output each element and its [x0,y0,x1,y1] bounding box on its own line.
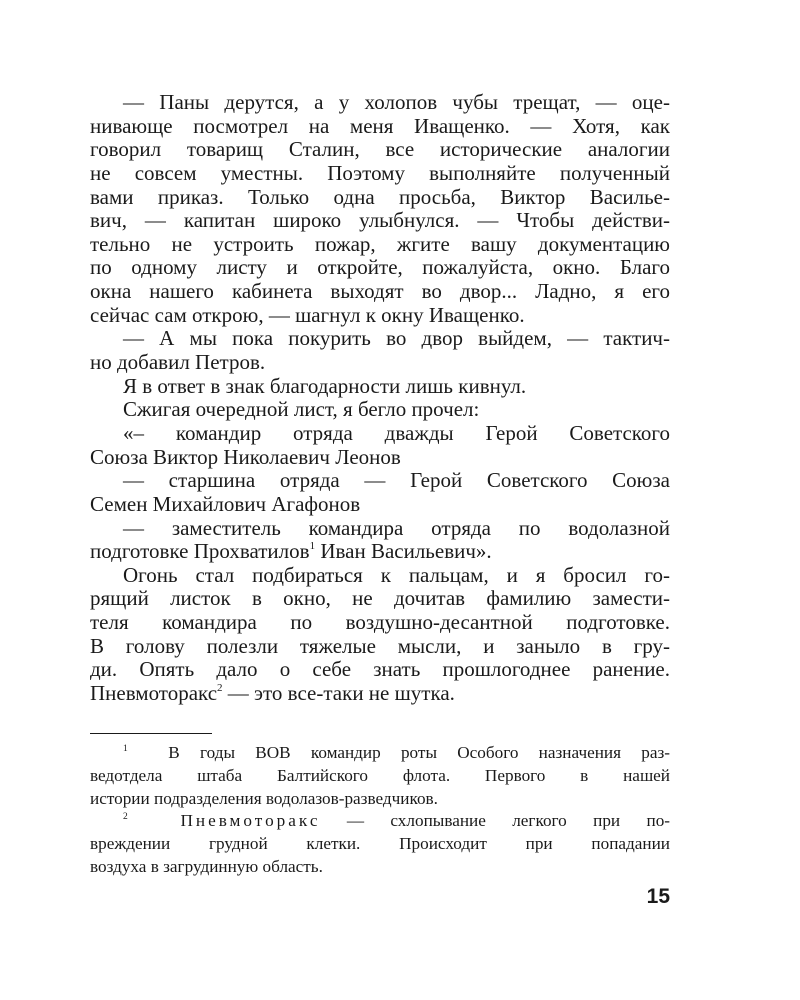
text-fragment: Пневмоторакс [90,681,218,706]
footnote-2-line: вреждении грудной клетки. Происходит при попадании [90,834,670,854]
text-line: — А мы пока покурить во двор выйдем, — тактич- [123,326,670,351]
footnote-2-term: Пневмоторакс [180,811,321,831]
text-line [90,540,670,564]
footnotes [90,742,670,879]
body-text [90,91,670,706]
text-fragment: — это все-таки не шутка. [227,681,455,706]
text-line: Сжигая очередной лист, я бегло прочел: [123,397,480,422]
text-line: — Паны дерутся, а у холопов чубы трещат, — оце- [123,90,670,114]
text-fragment: В годы ВОВ командир роты Особого назначения раз- [168,743,671,762]
text-line: «– командир отряда дважды Герой Советского [123,420,670,445]
text-line: вами приказ. Только одна просьба, Виктор Василье- [90,184,670,209]
text-line: рящий листок в окно, не дочитав фамилию замести- [90,586,670,611]
text-line: — старшина отряда — Герой Советского Союза [123,468,670,493]
page-number: 15 [646,885,670,908]
text-line: Я в ответ в знак благодарности лишь кивнул. [123,373,527,398]
text-line: но добавил Петров. [90,350,266,375]
text-fragment: Иван Васильевич». [320,539,492,564]
text-line: тельно не устроить пожар, жгите вашу документацию [90,231,670,256]
text-line: не совсем уместны. Поэтому выполняйте полученный [90,160,670,185]
text-fragment: — схлопывание легкого при по- [346,811,671,831]
text-line: окна нашего кабинета выходят во двор... Ладно, я его [90,279,670,304]
text-line: Семен Михайлович Агафонов [90,491,361,516]
footnote-2-marker: 2 [123,812,128,823]
text-line: нивающе посмотрел на меня Иващенко. — Хотя, как [90,113,670,138]
footnote-1-line: истории подразделения водолазов-разведчиков. [90,788,438,808]
footnote-divider [90,733,212,734]
text-line: по одному листу и откройте, пожалуйста, окно. Благо [90,255,670,280]
footnote-1-marker: 1 [123,744,128,754]
footnote-2-line: воздуха в загрудинную область. [90,856,323,876]
text-line: теля командира по воздушно-десантной подготовке. [90,610,670,635]
footnote-ref-2[interactable]: 2 [217,682,223,695]
text-line: В голову полезли тяжелые мысли, и заныло в гру- [90,633,670,658]
text-line: говорил товарищ Сталин, все исторические аналогии [90,137,670,162]
text-line [90,682,670,706]
text-line: Огонь стал подбираться к пальцам, и я бросил го- [123,562,670,587]
text-line: — заместитель командира отряда по водолазной [123,515,670,540]
footnote-1-line: ведотдела штаба Балтийского флота. Первого в нашей [90,765,670,785]
text-line: Союза Виктор Николаевич Леонов [90,444,401,469]
text-line: сейчас сам открою, — шагнул к окну Иващенко. [90,302,525,327]
footnote-ref-1[interactable]: 1 [309,540,316,553]
footnote-1-line [90,742,670,765]
text-line: ди. Опять дало о себе знать прошлогоднее ранение. [90,657,670,682]
text-fragment: подготовке Прохватилов [90,539,310,564]
text-line: вич, — капитан широко улыбнулся. — Чтобы действи- [90,208,670,233]
footnote-2-line [90,810,670,833]
